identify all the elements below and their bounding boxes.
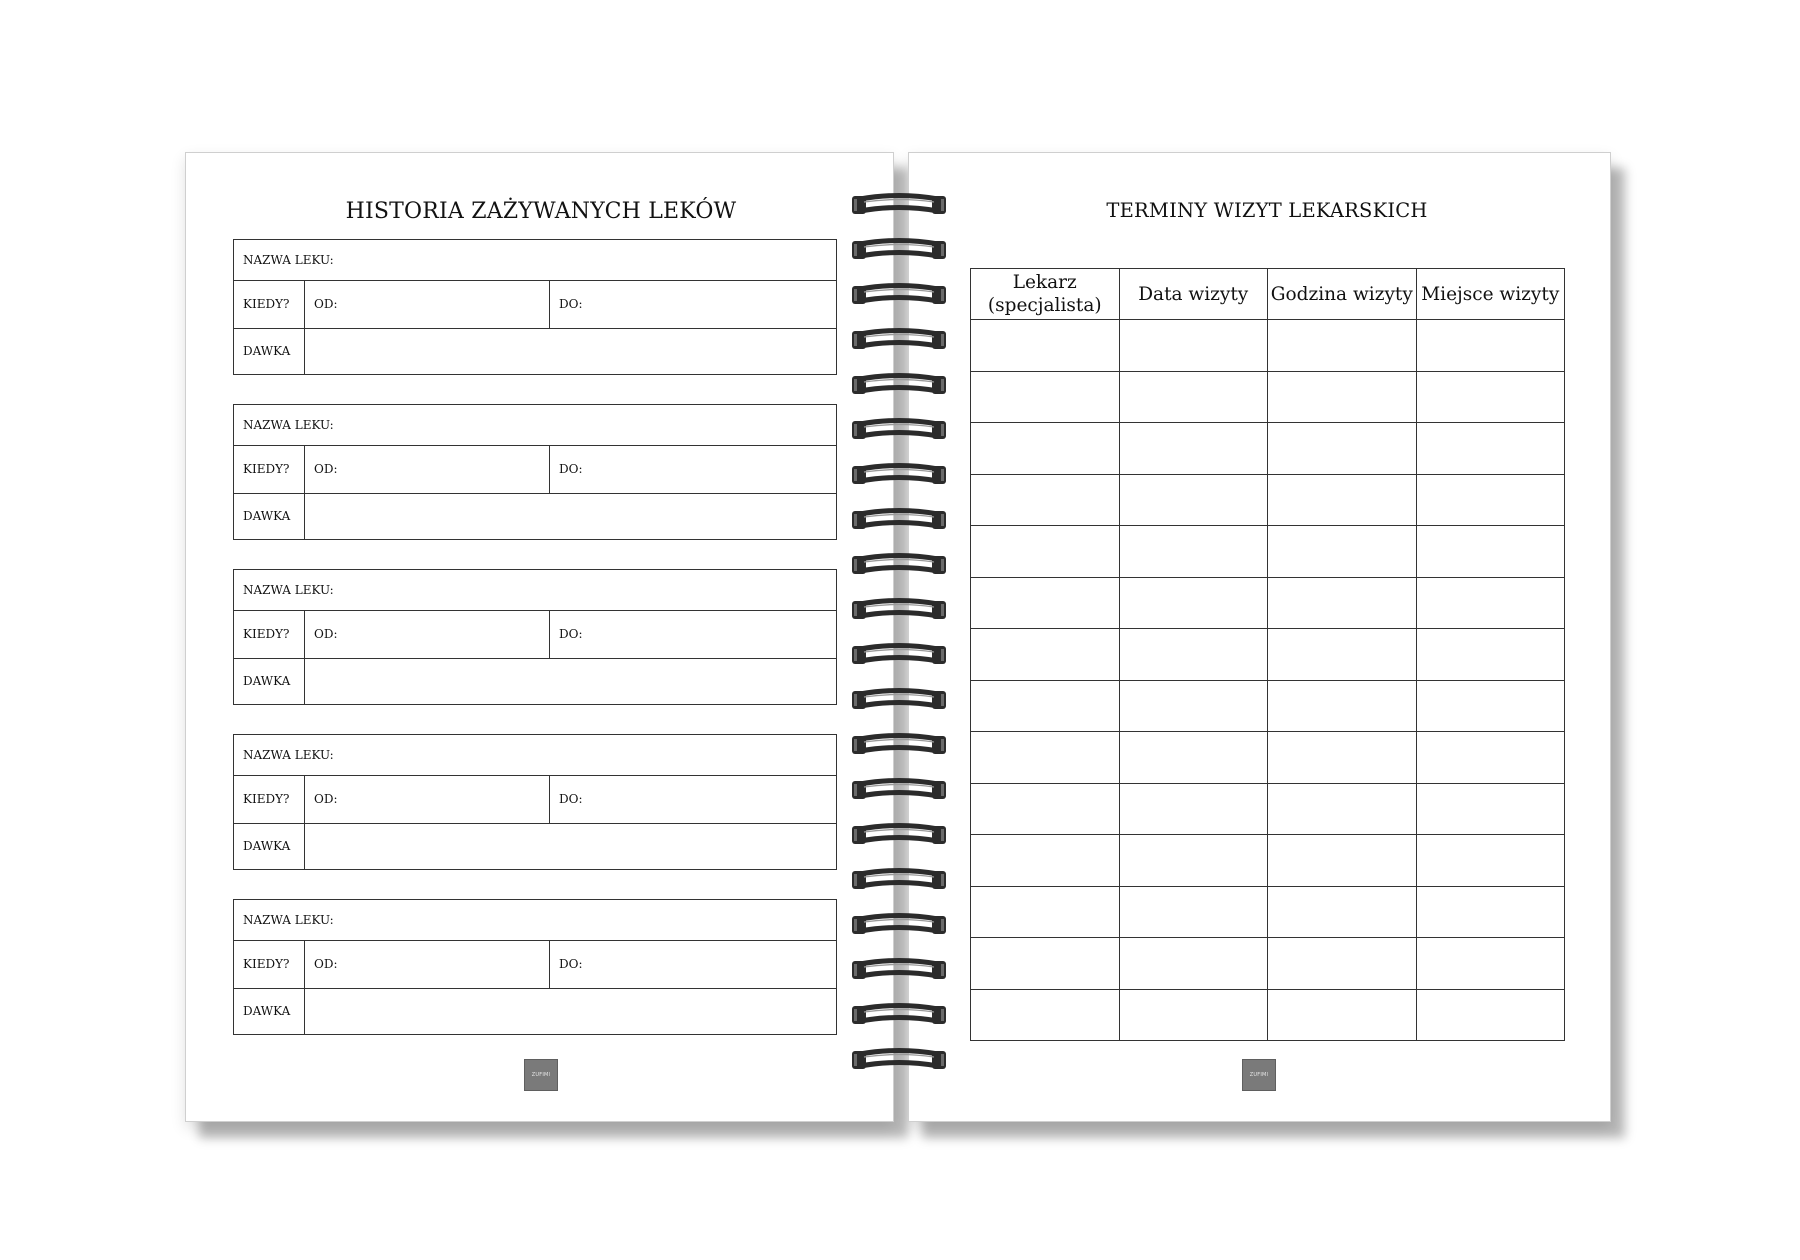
table-cell[interactable] bbox=[1268, 577, 1417, 629]
medication-when-row bbox=[234, 940, 836, 989]
to-label: DO: bbox=[559, 462, 583, 476]
from-label: OD: bbox=[314, 462, 338, 476]
from-date-field[interactable] bbox=[305, 445, 550, 493]
from-date-field[interactable] bbox=[305, 940, 550, 988]
table-cell[interactable] bbox=[971, 629, 1120, 681]
spiral-coil bbox=[850, 685, 950, 715]
table-cell[interactable] bbox=[971, 783, 1120, 835]
dose-label: DAWKA bbox=[234, 493, 305, 539]
spiral-coil bbox=[850, 505, 950, 535]
table-row bbox=[971, 783, 1565, 835]
table-row bbox=[971, 629, 1565, 681]
from-label: OD: bbox=[314, 792, 338, 806]
table-cell[interactable] bbox=[1119, 423, 1268, 475]
table-cell[interactable] bbox=[1416, 938, 1565, 990]
table-cell[interactable] bbox=[1268, 886, 1417, 938]
table-row bbox=[971, 886, 1565, 938]
brand-logo: ZUFIMI bbox=[524, 1059, 558, 1091]
visits-table bbox=[970, 268, 1565, 1041]
spiral-coil bbox=[850, 190, 950, 220]
table-cell[interactable] bbox=[1416, 474, 1565, 526]
table-row bbox=[971, 577, 1565, 629]
table-row bbox=[971, 526, 1565, 578]
table-cell[interactable] bbox=[1268, 526, 1417, 578]
column-header-visit-date: Data wizyty bbox=[1119, 269, 1268, 320]
spiral-coil bbox=[850, 775, 950, 805]
medication-name-label: NAZWA LEKU: bbox=[243, 418, 334, 432]
table-row bbox=[971, 835, 1565, 887]
spiral-coil bbox=[850, 640, 950, 670]
table-cell[interactable] bbox=[1119, 732, 1268, 784]
table-cell[interactable] bbox=[1268, 680, 1417, 732]
table-row bbox=[971, 320, 1565, 372]
medication-entry bbox=[233, 899, 837, 1035]
page-title: TERMINY WIZYT LEKARSKICH bbox=[1106, 199, 1428, 222]
dose-label: DAWKA bbox=[234, 658, 305, 704]
table-cell[interactable] bbox=[1416, 423, 1565, 475]
table-cell[interactable] bbox=[1416, 989, 1565, 1041]
table-cell[interactable] bbox=[1119, 886, 1268, 938]
spiral-coil bbox=[850, 730, 950, 760]
medication-name-row bbox=[234, 240, 836, 281]
dose-field[interactable] bbox=[305, 658, 836, 704]
table-cell[interactable] bbox=[1119, 783, 1268, 835]
from-date-field[interactable] bbox=[305, 775, 550, 823]
medication-name-row bbox=[234, 735, 836, 776]
medication-dose-row bbox=[234, 328, 836, 374]
to-label: DO: bbox=[559, 792, 583, 806]
spiral-coil bbox=[850, 910, 950, 940]
dose-field[interactable] bbox=[305, 823, 836, 869]
table-cell[interactable] bbox=[1268, 938, 1417, 990]
to-date-field[interactable] bbox=[550, 280, 836, 328]
table-cell[interactable] bbox=[1416, 783, 1565, 835]
table-cell[interactable] bbox=[971, 732, 1120, 784]
spiral-coil bbox=[850, 595, 950, 625]
table-cell[interactable] bbox=[971, 526, 1120, 578]
medication-name-label: NAZWA LEKU: bbox=[243, 748, 334, 762]
spiral-coil bbox=[850, 550, 950, 580]
spiral-coil bbox=[850, 370, 950, 400]
dose-field[interactable] bbox=[305, 988, 836, 1034]
table-cell[interactable] bbox=[1416, 835, 1565, 887]
medication-name-label: NAZWA LEKU: bbox=[243, 913, 334, 927]
medication-name-field[interactable] bbox=[234, 240, 836, 280]
table-row bbox=[971, 938, 1565, 990]
table-cell[interactable] bbox=[1268, 835, 1417, 887]
spiral-coil bbox=[850, 865, 950, 895]
table-cell[interactable] bbox=[1416, 886, 1565, 938]
from-label: OD: bbox=[314, 957, 338, 971]
medication-dose-row bbox=[234, 658, 836, 704]
dose-label: DAWKA bbox=[234, 988, 305, 1034]
when-label: KIEDY? bbox=[234, 775, 305, 823]
table-cell[interactable] bbox=[971, 886, 1120, 938]
spiral-coil bbox=[850, 325, 950, 355]
table-cell[interactable] bbox=[1119, 526, 1268, 578]
table-cell[interactable] bbox=[1416, 577, 1565, 629]
table-cell[interactable] bbox=[1119, 629, 1268, 681]
brand-logo: ZUFIMI bbox=[1242, 1059, 1276, 1091]
table-cell[interactable] bbox=[1119, 938, 1268, 990]
to-label: DO: bbox=[559, 297, 583, 311]
to-date-field[interactable] bbox=[550, 940, 836, 988]
medication-name-row bbox=[234, 405, 836, 446]
medication-name-field[interactable] bbox=[234, 735, 836, 775]
from-date-field[interactable] bbox=[305, 280, 550, 328]
medication-dose-row bbox=[234, 988, 836, 1034]
medication-when-row bbox=[234, 610, 836, 659]
dose-field[interactable] bbox=[305, 328, 836, 374]
dose-field[interactable] bbox=[305, 493, 836, 539]
medication-name-field[interactable] bbox=[234, 900, 836, 940]
medication-when-row bbox=[234, 445, 836, 494]
table-row bbox=[971, 423, 1565, 475]
spiral-coil bbox=[850, 280, 950, 310]
right-page bbox=[908, 152, 1611, 1122]
spiral-coil bbox=[850, 1000, 950, 1030]
spiral-binding bbox=[850, 190, 950, 1080]
table-cell[interactable] bbox=[1268, 783, 1417, 835]
table-cell[interactable] bbox=[971, 680, 1120, 732]
from-label: OD: bbox=[314, 627, 338, 641]
column-header-visit-place: Miejsce wizyty bbox=[1416, 269, 1565, 320]
table-cell[interactable] bbox=[1416, 732, 1565, 784]
when-label: KIEDY? bbox=[234, 940, 305, 988]
medication-name-field[interactable] bbox=[234, 570, 836, 610]
medication-when-row bbox=[234, 280, 836, 329]
table-cell[interactable] bbox=[971, 835, 1120, 887]
table-cell[interactable] bbox=[971, 577, 1120, 629]
to-label: DO: bbox=[559, 957, 583, 971]
medication-name-label: NAZWA LEKU: bbox=[243, 583, 334, 597]
left-page bbox=[185, 152, 894, 1122]
table-cell[interactable] bbox=[971, 938, 1120, 990]
table-cell[interactable] bbox=[1268, 629, 1417, 681]
table-cell[interactable] bbox=[1119, 989, 1268, 1041]
table-row bbox=[971, 371, 1565, 423]
table-cell[interactable] bbox=[1268, 320, 1417, 372]
table-cell[interactable] bbox=[1119, 577, 1268, 629]
medication-name-field[interactable] bbox=[234, 405, 836, 445]
when-label: KIEDY? bbox=[234, 610, 305, 658]
spiral-coil bbox=[850, 415, 950, 445]
page-title: HISTORIA ZAŻYWANYCH LEKÓW bbox=[345, 199, 737, 224]
table-cell[interactable] bbox=[1268, 371, 1417, 423]
spiral-coil bbox=[850, 955, 950, 985]
to-date-field[interactable] bbox=[550, 445, 836, 493]
medication-dose-row bbox=[234, 823, 836, 869]
table-cell[interactable] bbox=[1119, 680, 1268, 732]
table-row bbox=[971, 474, 1565, 526]
table-cell[interactable] bbox=[1416, 526, 1565, 578]
spiral-coil bbox=[850, 820, 950, 850]
medication-dose-row bbox=[234, 493, 836, 539]
table-header-row bbox=[971, 269, 1565, 320]
table-cell[interactable] bbox=[1416, 629, 1565, 681]
dose-label: DAWKA bbox=[234, 823, 305, 869]
spiral-coil bbox=[850, 460, 950, 490]
medication-name-label: NAZWA LEKU: bbox=[243, 253, 334, 267]
to-label: DO: bbox=[559, 627, 583, 641]
medication-entry bbox=[233, 569, 837, 705]
medication-entry bbox=[233, 239, 837, 375]
table-cell[interactable] bbox=[1268, 989, 1417, 1041]
medication-entry bbox=[233, 404, 837, 540]
table-cell[interactable] bbox=[971, 371, 1120, 423]
medication-entry bbox=[233, 734, 837, 870]
table-cell[interactable] bbox=[1268, 474, 1417, 526]
table-cell[interactable] bbox=[1268, 732, 1417, 784]
spiral-coil bbox=[850, 235, 950, 265]
table-cell[interactable] bbox=[1119, 371, 1268, 423]
when-label: KIEDY? bbox=[234, 280, 305, 328]
from-label: OD: bbox=[314, 297, 338, 311]
table-cell[interactable] bbox=[1119, 320, 1268, 372]
table-cell[interactable] bbox=[1119, 474, 1268, 526]
table-cell[interactable] bbox=[971, 423, 1120, 475]
column-header-doctor: Lekarz (specjalista) bbox=[971, 269, 1120, 320]
table-cell[interactable] bbox=[1416, 680, 1565, 732]
from-date-field[interactable] bbox=[305, 610, 550, 658]
column-header-visit-time: Godzina wizyty bbox=[1268, 269, 1417, 320]
medication-when-row bbox=[234, 775, 836, 824]
medication-name-row bbox=[234, 570, 836, 611]
to-date-field[interactable] bbox=[550, 775, 836, 823]
table-row bbox=[971, 732, 1565, 784]
when-label: KIEDY? bbox=[234, 445, 305, 493]
table-row bbox=[971, 989, 1565, 1041]
medication-name-row bbox=[234, 900, 836, 941]
table-cell[interactable] bbox=[1416, 371, 1565, 423]
visits-table-body bbox=[971, 320, 1565, 1041]
table-cell[interactable] bbox=[971, 474, 1120, 526]
table-cell[interactable] bbox=[971, 320, 1120, 372]
table-row bbox=[971, 680, 1565, 732]
dose-label: DAWKA bbox=[234, 328, 305, 374]
to-date-field[interactable] bbox=[550, 610, 836, 658]
table-cell[interactable] bbox=[1119, 835, 1268, 887]
table-cell[interactable] bbox=[971, 989, 1120, 1041]
table-cell[interactable] bbox=[1416, 320, 1565, 372]
table-cell[interactable] bbox=[1268, 423, 1417, 475]
spiral-coil bbox=[850, 1045, 950, 1075]
